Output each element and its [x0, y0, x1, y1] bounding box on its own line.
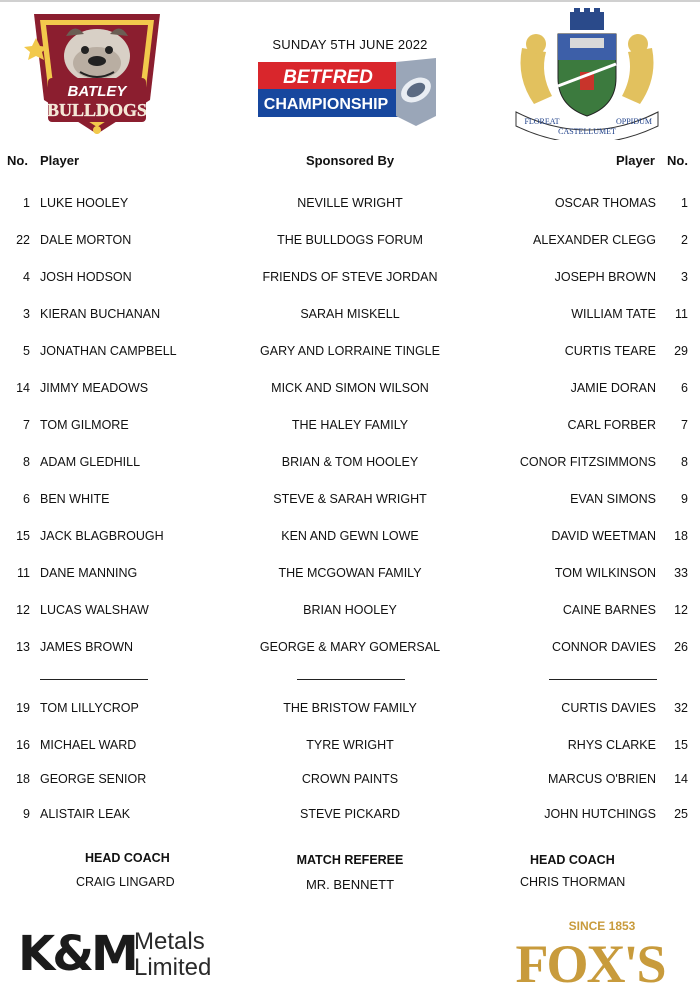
foxs-logo	[516, 916, 666, 990]
championship-text: CHAMPIONSHIP	[263, 96, 389, 113]
away-team-crest	[512, 8, 662, 140]
coat-of-arms-icon	[512, 8, 662, 140]
km-line2: Limited	[134, 954, 212, 981]
away-player: CONOR FITZSIMMONS	[519, 455, 656, 469]
away-number: 29	[674, 344, 688, 358]
sponsor: THE BULLDOGS FORUM	[277, 233, 423, 247]
home-player: GEORGE SENIOR	[40, 772, 147, 786]
referee-name: MR. BENNETT	[305, 877, 395, 892]
away-player: CONNOR DAVIES	[552, 640, 656, 654]
motto-center: CASTELLUMET	[558, 127, 616, 136]
sponsor: BRIAN & TOM HOOLEY	[281, 455, 419, 469]
away-coach-name: CHRIS THORMAN	[520, 875, 626, 889]
home-number: 16	[16, 738, 30, 752]
away-number: 2	[681, 233, 688, 247]
sponsor: THE HALEY FAMILY	[291, 418, 409, 432]
home-player: TOM GILMORE	[40, 418, 129, 432]
away-number: 11	[675, 307, 688, 321]
home-player: MICHAEL WARD	[40, 738, 137, 752]
home-player: LUCAS WALSHAW	[40, 603, 149, 617]
home-number: 15	[16, 529, 30, 543]
home-number: 5	[23, 344, 30, 358]
sponsor: GEORGE & MARY GOMERSAL	[259, 640, 441, 654]
km-metals-logo	[18, 926, 228, 986]
home-number: 4	[23, 270, 30, 284]
home-number: 19	[16, 701, 30, 715]
home-number: 9	[23, 807, 30, 821]
home-number: 22	[16, 233, 30, 247]
away-number: 32	[674, 701, 688, 715]
away-player: WILLIAM TATE	[571, 307, 656, 321]
home-number: 18	[16, 772, 30, 786]
sponsor: THE MCGOWAN FAMILY	[278, 566, 422, 580]
away-player: MARCUS O'BRIEN	[548, 772, 656, 786]
home-number: 14	[16, 381, 30, 395]
away-number: 7	[681, 418, 688, 432]
sponsor: CROWN PAINTS	[301, 772, 399, 786]
header-no-left: No.	[7, 153, 28, 168]
away-number: 25	[674, 807, 688, 821]
sponsor: TYRE WRIGHT	[306, 738, 394, 752]
home-number: 6	[23, 492, 30, 506]
away-player: CURTIS TEARE	[564, 344, 656, 358]
sponsor: THE BRISTOW FAMILY	[283, 701, 417, 715]
sponsor: MICK AND SIMON WILSON	[271, 381, 429, 395]
home-player: DALE MORTON	[40, 233, 132, 247]
bulldog-crest-icon	[22, 8, 172, 138]
foxs-since-text: SINCE 1853	[568, 919, 636, 933]
home-number: 1	[23, 196, 30, 210]
home-player: JONATHAN CAMPBELL	[40, 344, 177, 358]
away-number: 26	[674, 640, 688, 654]
header-sponsored-by: Sponsored By	[305, 153, 395, 168]
away-player: JAMIE DORAN	[570, 381, 656, 395]
away-player: CARL FORBER	[567, 418, 656, 432]
sponsor: STEVE & SARAH WRIGHT	[273, 492, 427, 506]
away-player: RHYS CLARKE	[567, 738, 656, 752]
home-player: DANE MANNING	[40, 566, 138, 580]
away-number: 6	[681, 381, 688, 395]
away-player: JOHN HUTCHINGS	[544, 807, 656, 821]
away-number: 15	[674, 738, 688, 752]
home-player: JIMMY MEADOWS	[40, 381, 149, 395]
km-mark: K&M	[18, 926, 136, 982]
referee-label: MATCH REFEREE	[296, 853, 404, 867]
home-player: ADAM GLEDHILL	[40, 455, 141, 469]
sponsor: NEVILLE WRIGHT	[297, 196, 403, 210]
divider-center	[297, 679, 405, 680]
away-player: ALEXANDER CLEGG	[533, 233, 656, 247]
top-border	[0, 0, 700, 2]
away-number: 1	[681, 196, 688, 210]
match-date: SUNDAY 5TH JUNE 2022	[272, 37, 428, 52]
foxs-wordmark-icon	[516, 916, 666, 990]
home-number: 3	[23, 307, 30, 321]
home-player: LUKE HOOLEY	[40, 196, 129, 210]
home-number: 8	[23, 455, 30, 469]
away-coach-label: HEAD COACH	[530, 853, 615, 867]
home-number: 12	[16, 603, 30, 617]
away-number: 33	[674, 566, 688, 580]
home-number: 7	[23, 418, 30, 432]
sponsor: FRIENDS OF STEVE JORDAN	[262, 270, 438, 284]
crest-name-line2: BULLDOGS	[46, 100, 148, 120]
crest-name-line1: BATLEY	[67, 83, 127, 100]
home-player: ALISTAIR LEAK	[40, 807, 131, 821]
sponsor: GARY AND LORRAINE TINGLE	[260, 344, 440, 358]
home-player: KIERAN BUCHANAN	[40, 307, 161, 321]
away-player: TOM WILKINSON	[554, 566, 656, 580]
away-player: EVAN SIMONS	[570, 492, 656, 506]
motto-right: OPPIDUM	[615, 117, 653, 126]
away-player: JOSEPH BROWN	[554, 270, 656, 284]
betfred-championship-logo	[258, 58, 444, 128]
sponsor: KEN AND GEWN LOWE	[281, 529, 419, 543]
away-player: CURTIS DAVIES	[561, 701, 656, 715]
home-player: JAMES BROWN	[40, 640, 134, 654]
home-player: JACK BLAGBROUGH	[40, 529, 164, 543]
home-player: JOSH HODSON	[40, 270, 132, 284]
home-coach-name: CRAIG LINGARD	[76, 875, 175, 889]
away-number: 8	[681, 455, 688, 469]
betfred-text: BETFRED	[283, 67, 373, 88]
header-player-left: Player	[40, 153, 80, 168]
km-line1: Metals	[134, 928, 205, 955]
away-player: OSCAR THOMAS	[554, 196, 656, 210]
home-player: BEN WHITE	[40, 492, 110, 506]
divider-right	[549, 679, 657, 680]
foxs-name-text: FOX'S	[516, 934, 665, 990]
batley-bulldogs-crest	[22, 8, 172, 138]
sponsor: STEVE PICKARD	[299, 807, 401, 821]
away-player: CAINE BARNES	[562, 603, 656, 617]
header-no-right: No.	[667, 153, 688, 168]
away-number: 3	[681, 270, 688, 284]
away-number: 14	[674, 772, 688, 786]
championship-badge-icon	[258, 58, 444, 128]
divider-left	[40, 679, 148, 680]
away-player: DAVID WEETMAN	[551, 529, 656, 543]
sponsor: SARAH MISKELL	[300, 307, 400, 321]
home-coach-label: HEAD COACH	[85, 851, 170, 865]
sponsor: BRIAN HOOLEY	[303, 603, 397, 617]
home-number: 13	[16, 640, 30, 654]
home-number: 11	[17, 566, 30, 580]
motto-left: FLOREAT	[524, 117, 560, 126]
header-player-right: Player	[615, 153, 655, 168]
away-number: 9	[681, 492, 688, 506]
away-number: 18	[674, 529, 688, 543]
away-number: 12	[674, 603, 688, 617]
home-player: TOM LILLYCROP	[40, 701, 139, 715]
